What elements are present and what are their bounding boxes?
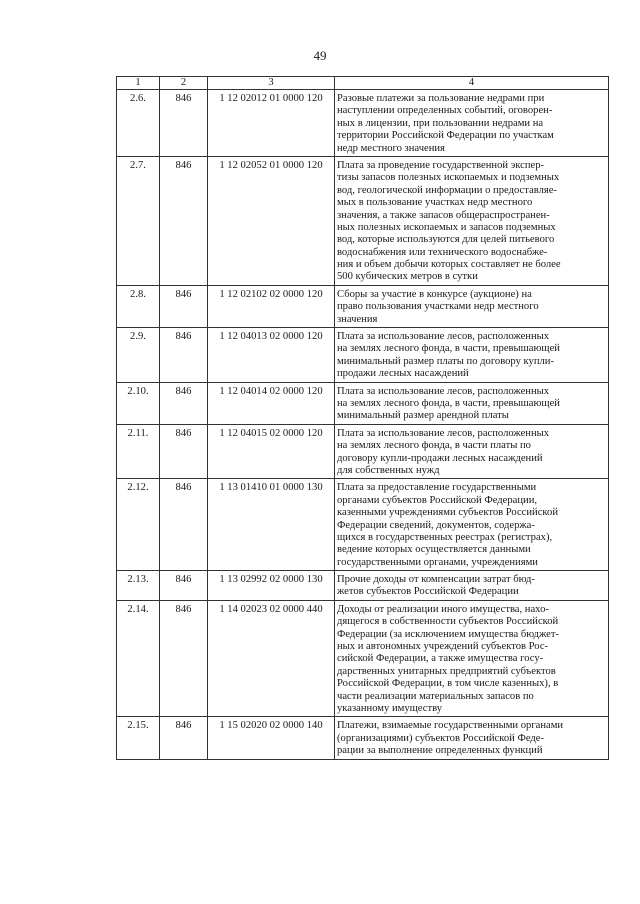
admin-code: 846 [160, 328, 208, 383]
table-row [117, 156, 609, 285]
budget-classification-code: 1 12 02012 01 0000 120 [208, 90, 335, 157]
revenue-name: Разовые платежи за пользование недрами при наступлении определенных событий, оговорен- ных в лицензии, при пользовании недрами на территории Российской Федерации по участкам недр местного значения [335, 90, 609, 157]
row-number: 2.7. [117, 156, 160, 285]
admin-code: 846 [160, 90, 208, 157]
table-row [117, 479, 609, 571]
table-row [117, 382, 609, 424]
budget-classification-code: 1 13 01410 01 0000 130 [208, 479, 335, 571]
table-row [117, 424, 609, 479]
revenue-name: Платежи, взимаемые государственными органами (организациями) субъектов Российской Феде- рации за выполнение определенных функций [335, 717, 609, 759]
budget-classification-code: 1 12 04013 02 0000 120 [208, 328, 335, 383]
budget-revenue-table [116, 76, 609, 760]
table-row [117, 328, 609, 383]
table-row [117, 90, 609, 157]
row-number: 2.9. [117, 328, 160, 383]
budget-classification-code: 1 14 02023 02 0000 440 [208, 600, 335, 717]
admin-code: 846 [160, 382, 208, 424]
budget-classification-code: 1 12 02052 01 0000 120 [208, 156, 335, 285]
page-number: 49 [313, 48, 327, 63]
revenue-name: Прочие доходы от компенсации затрат бюд- жетов субъектов Российской Федерации [335, 571, 609, 601]
row-number: 2.13. [117, 571, 160, 601]
row-number: 2.11. [117, 424, 160, 479]
table-row [117, 600, 609, 717]
revenue-name: Сборы за участие в конкурсе (аукционе) на право пользования участками недр местного значения [335, 285, 609, 327]
table-row [117, 285, 609, 327]
budget-classification-code: 1 15 02020 02 0000 140 [208, 717, 335, 759]
admin-code: 846 [160, 479, 208, 571]
revenue-name: Плата за предоставление государственными органами субъектов Российской Федерации, казенными учреждениями субъектов Российской Федерации сведений, документов, содержа- щихся в государственных реестрах (регистрах), ведение которых осуществляется данными государственными органами, учреждениями [335, 479, 609, 571]
row-number: 2.6. [117, 90, 160, 157]
revenue-name: Плата за использование лесов, расположенных на землях лесного фонда, в части, превышающей минимальный размер арендной платы [335, 382, 609, 424]
admin-code: 846 [160, 717, 208, 759]
header-col-4: 4 [335, 77, 609, 90]
admin-code: 846 [160, 156, 208, 285]
row-number: 2.10. [117, 382, 160, 424]
row-number: 2.15. [117, 717, 160, 759]
admin-code: 846 [160, 424, 208, 479]
revenue-name: Плата за проведение государственной экспер- тизы запасов полезных ископаемых и подземных вод, геологической информации о предоставляе- мых в пользование участках недр местного значения, а также запасов общераспространен- ных полезных ископаемых и запасов подземных вод, которые используются для целей питьевого водоснабжения или технического водоснабже- ния и объем добычи которых составляет не более 500 кубических метров в сутки [335, 156, 609, 285]
revenue-name: Плата за использование лесов, расположенных на землях лесного фонда, в части, превышающей минимальный размер платы по договору купли- продажи лесных насаждений [335, 328, 609, 383]
budget-classification-code: 1 13 02992 02 0000 130 [208, 571, 335, 601]
admin-code: 846 [160, 600, 208, 717]
header-col-3: 3 [208, 77, 335, 90]
admin-code: 846 [160, 571, 208, 601]
admin-code: 846 [160, 285, 208, 327]
header-col-1: 1 [117, 77, 160, 90]
revenue-name: Плата за использование лесов, расположенных на землях лесного фонда, в части платы по договору купли-продажи лесных насаждений для собственных нужд [335, 424, 609, 479]
table-header-row [117, 77, 609, 90]
row-number: 2.14. [117, 600, 160, 717]
revenue-name: Доходы от реализации иного имущества, нахо- дящегося в собственности субъектов Российской Федерации (за исключением имущества бюджет- ных и автономных учреждений субъектов Рос- сийской Федерации, а также имущества госу- дарственных унитарных предприятий субъектов Российской Федерации, в том числе казенных), в части реализации материальных запасов по указанному имуществу [335, 600, 609, 717]
budget-classification-code: 1 12 02102 02 0000 120 [208, 285, 335, 327]
table-row [117, 717, 609, 759]
row-number: 2.8. [117, 285, 160, 327]
header-col-2: 2 [160, 77, 208, 90]
row-number: 2.12. [117, 479, 160, 571]
budget-classification-code: 1 12 04014 02 0000 120 [208, 382, 335, 424]
table-row [117, 571, 609, 601]
budget-classification-code: 1 12 04015 02 0000 120 [208, 424, 335, 479]
